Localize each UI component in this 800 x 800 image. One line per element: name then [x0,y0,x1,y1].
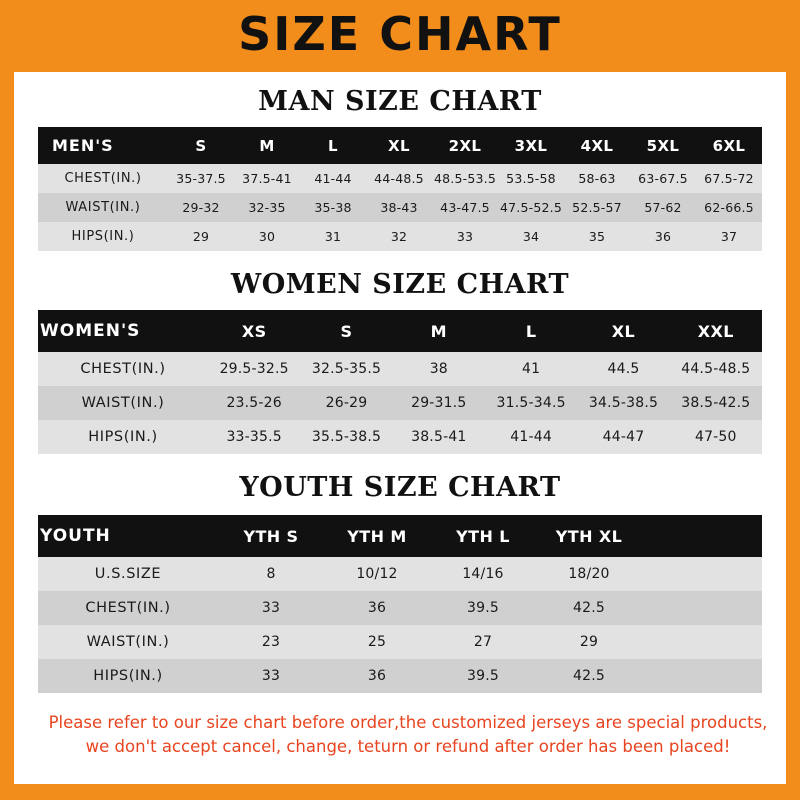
youth-cell-3-0: 33 [218,659,324,693]
women-cell-2-4: 44-47 [577,420,669,454]
men-cell-0-1: 37.5-41 [234,164,300,193]
youth-cell-2-2: 27 [430,625,536,659]
section-title-men: MAN SIZE CHART [258,86,542,117]
men-col-7: 5XL [630,127,696,164]
youth-cell-3-spacer [642,659,762,693]
men-table-body [38,164,762,251]
table-header-row [38,310,762,352]
men-cell-0-4: 48.5-53.5 [432,164,498,193]
section-title-youth: YOUTH SIZE CHART [239,472,561,503]
women-cell-0-5: 44.5-48.5 [670,352,762,386]
women-col-1: S [300,310,392,352]
youth-cell-2-3: 29 [536,625,642,659]
youth-row-0-label: U.S.SIZE [38,557,218,591]
men-cell-1-1: 32-35 [234,193,300,222]
table-row [38,625,762,659]
men-cell-0-2: 41-44 [300,164,366,193]
youth-cell-1-1: 36 [324,591,430,625]
youth-col-2: YTH L [430,515,536,557]
youth-col-0: YTH S [218,515,324,557]
men-cell-0-3: 44-48.5 [366,164,432,193]
youth-row-1-label: CHEST(IN.) [38,591,218,625]
men-cell-2-7: 36 [630,222,696,251]
men-col-4: 2XL [432,127,498,164]
women-col-4: XL [577,310,669,352]
men-cell-0-0: 35-37.5 [168,164,234,193]
youth-col-1: YTH M [324,515,430,557]
men-row-2-label: HIPS(IN.) [38,222,168,251]
men-cell-2-0: 29 [168,222,234,251]
youth-header-label: YOUTH [38,515,218,557]
table-row [38,591,762,625]
youth-table-header [38,515,762,557]
table-row [38,352,762,386]
women-cell-1-1: 26-29 [300,386,392,420]
women-cell-0-4: 44.5 [577,352,669,386]
footer-banner [14,784,786,800]
chart-content [14,86,786,759]
men-cell-1-6: 52.5-57 [564,193,630,222]
youth-col-3: YTH XL [536,515,642,557]
youth-cell-3-3: 42.5 [536,659,642,693]
table-row [38,420,762,454]
women-cell-1-4: 34.5-38.5 [577,386,669,420]
men-row-0-label: CHEST(IN.) [38,164,168,193]
men-cell-1-2: 35-38 [300,193,366,222]
women-header-label: WOMEN'S [38,310,208,352]
men-header-label: MEN'S [38,127,168,164]
youth-cell-0-2: 14/16 [430,557,536,591]
women-cell-0-0: 29.5-32.5 [208,352,300,386]
youth-cell-2-spacer [642,625,762,659]
table-row [38,164,762,193]
youth-row-3-label: HIPS(IN.) [38,659,218,693]
women-col-5: XXL [670,310,762,352]
men-col-8: 6XL [696,127,762,164]
men-cell-1-8: 62-66.5 [696,193,762,222]
men-cell-2-5: 34 [498,222,564,251]
women-row-0-label: CHEST(IN.) [38,352,208,386]
men-cell-0-8: 67.5-72 [696,164,762,193]
header-banner [0,0,800,72]
women-cell-1-2: 29-31.5 [393,386,485,420]
men-cell-1-4: 43-47.5 [432,193,498,222]
men-size-table [38,127,762,251]
notice-line-2: we don't accept cancel, change, teturn or refund after order has been placed! [85,736,731,756]
women-cell-1-5: 38.5-42.5 [670,386,762,420]
women-cell-2-2: 38.5-41 [393,420,485,454]
table-header-row [38,515,762,557]
youth-cell-2-1: 25 [324,625,430,659]
women-table-header [38,310,762,352]
table-row [38,193,762,222]
men-cell-1-3: 38-43 [366,193,432,222]
women-col-2: M [393,310,485,352]
men-cell-2-6: 35 [564,222,630,251]
men-row-1-label: WAIST(IN.) [38,193,168,222]
men-cell-2-3: 32 [366,222,432,251]
table-row [38,557,762,591]
men-cell-2-8: 37 [696,222,762,251]
section-title-women: WOMEN SIZE CHART [230,269,570,300]
order-notice [28,711,788,759]
youth-cell-3-2: 39.5 [430,659,536,693]
women-row-2-label: HIPS(IN.) [38,420,208,454]
table-header-row [38,127,762,164]
women-cell-2-1: 35.5-38.5 [300,420,392,454]
youth-cell-3-1: 36 [324,659,430,693]
youth-table-body [38,557,762,693]
women-cell-0-1: 32.5-35.5 [300,352,392,386]
table-row [38,222,762,251]
youth-cell-1-2: 39.5 [430,591,536,625]
men-cell-1-0: 29-32 [168,193,234,222]
men-cell-0-7: 63-67.5 [630,164,696,193]
notice-line-1: Please refer to our size chart before order,the customized jerseys are special products, [48,713,768,732]
page-title: SIZE CHART [238,7,562,61]
youth-size-table [38,515,762,693]
youth-cell-2-0: 23 [218,625,324,659]
men-table-header [38,127,762,164]
women-cell-1-3: 31.5-34.5 [485,386,577,420]
youth-row-2-label: WAIST(IN.) [38,625,218,659]
men-cell-1-5: 47.5-52.5 [498,193,564,222]
men-cell-2-4: 33 [432,222,498,251]
men-cell-2-2: 31 [300,222,366,251]
men-cell-2-1: 30 [234,222,300,251]
men-cell-0-6: 58-63 [564,164,630,193]
women-col-0: XS [208,310,300,352]
table-row [38,659,762,693]
men-col-1: M [234,127,300,164]
men-col-3: XL [366,127,432,164]
youth-cell-0-1: 10/12 [324,557,430,591]
youth-cell-0-3: 18/20 [536,557,642,591]
women-table-body [38,352,762,454]
youth-cell-0-spacer [642,557,762,591]
women-cell-0-3: 41 [485,352,577,386]
men-col-5: 3XL [498,127,564,164]
table-row [38,386,762,420]
men-col-0: S [168,127,234,164]
youth-cell-1-spacer [642,591,762,625]
men-cell-0-5: 53.5-58 [498,164,564,193]
youth-cell-1-3: 42.5 [536,591,642,625]
women-cell-2-0: 33-35.5 [208,420,300,454]
women-col-3: L [485,310,577,352]
youth-cell-0-0: 8 [218,557,324,591]
youth-cell-1-0: 33 [218,591,324,625]
women-cell-2-3: 41-44 [485,420,577,454]
youth-col-spacer [642,515,762,557]
women-row-1-label: WAIST(IN.) [38,386,208,420]
women-cell-2-5: 47-50 [670,420,762,454]
women-size-table [38,310,762,454]
men-cell-1-7: 57-62 [630,193,696,222]
women-cell-0-2: 38 [393,352,485,386]
men-col-6: 4XL [564,127,630,164]
men-col-2: L [300,127,366,164]
women-cell-1-0: 23.5-26 [208,386,300,420]
